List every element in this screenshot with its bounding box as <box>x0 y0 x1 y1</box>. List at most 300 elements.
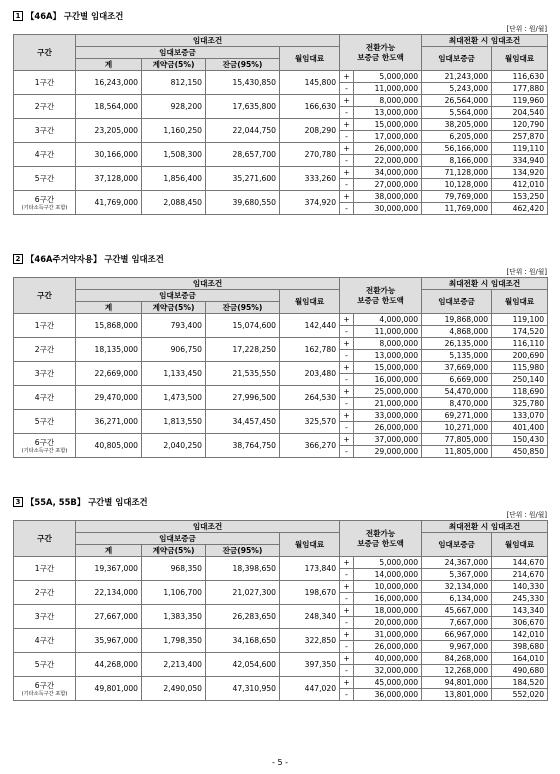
header-max-conversion: 최대전환 시 임대조건 <box>422 35 548 47</box>
increase-rent: 133,070 <box>492 410 548 422</box>
minus-sign: - <box>340 446 354 458</box>
table-row <box>14 557 548 569</box>
increase-deposit: 84,268,000 <box>422 653 492 665</box>
minus-sign: - <box>340 374 354 386</box>
deposit-balance: 17,635,800 <box>206 95 280 119</box>
increase-deposit: 77,805,000 <box>422 434 492 446</box>
decrease-rent: 306,670 <box>492 617 548 629</box>
decrease-rent: 245,330 <box>492 593 548 605</box>
increase-deposit: 26,135,000 <box>422 338 492 350</box>
header-zone: 구간 <box>14 521 76 557</box>
zone-label: 4구간 <box>34 635 55 645</box>
decrease-limit: 13,000,000 <box>354 107 422 119</box>
header-rent-conditions: 임대조건 <box>76 35 340 47</box>
deposit-contract: 928,200 <box>142 95 206 119</box>
increase-limit: 33,000,000 <box>354 410 422 422</box>
deposit-balance: 47,310,950 <box>206 677 280 701</box>
increase-rent: 134,920 <box>492 167 548 179</box>
deposit-total: 29,470,000 <box>76 386 142 410</box>
minus-sign: - <box>340 83 354 95</box>
decrease-limit: 20,000,000 <box>354 617 422 629</box>
minus-sign: - <box>340 689 354 701</box>
increase-deposit: 38,205,000 <box>422 119 492 131</box>
increase-deposit: 45,667,000 <box>422 605 492 617</box>
header-convertible-limit: 전환가능 보증금 한도액 <box>340 35 422 71</box>
minus-sign: - <box>340 350 354 362</box>
monthly-rent: 270,780 <box>280 143 340 167</box>
table-row <box>14 119 548 131</box>
zone-label: 5구간 <box>34 659 55 669</box>
header-conv-deposit: 임대보증금 <box>422 290 492 314</box>
section-number: 1 <box>13 11 23 21</box>
deposit-total: 49,801,000 <box>76 677 142 701</box>
section-title-text: 【46A】 구간별 임대조건 <box>26 11 124 21</box>
plus-sign: + <box>340 71 354 83</box>
increase-limit: 25,000,000 <box>354 386 422 398</box>
minus-sign: - <box>340 107 354 119</box>
deposit-contract: 1,160,250 <box>142 119 206 143</box>
zone-cell <box>14 167 76 191</box>
decrease-limit: 27,000,000 <box>354 179 422 191</box>
zone-label: 3구간 <box>34 125 55 135</box>
decrease-deposit: 4,868,000 <box>422 326 492 338</box>
increase-deposit: 21,243,000 <box>422 71 492 83</box>
deposit-balance: 34,457,450 <box>206 410 280 434</box>
header-conv-deposit: 임대보증금 <box>422 47 492 71</box>
decrease-limit: 11,000,000 <box>354 83 422 95</box>
section-number: 3 <box>13 497 23 507</box>
deposit-balance: 26,283,650 <box>206 605 280 629</box>
zone-label: 3구간 <box>34 368 55 378</box>
header-zone: 구간 <box>14 35 76 71</box>
header-monthly-rent: 월임대료 <box>280 290 340 314</box>
deposit-balance: 17,228,250 <box>206 338 280 362</box>
decrease-rent: 204,540 <box>492 107 548 119</box>
monthly-rent: 374,920 <box>280 191 340 215</box>
deposit-balance: 28,657,700 <box>206 143 280 167</box>
increase-limit: 8,000,000 <box>354 95 422 107</box>
increase-limit: 15,000,000 <box>354 362 422 374</box>
minus-sign: - <box>340 398 354 410</box>
plus-sign: + <box>340 338 354 350</box>
deposit-contract: 2,490,050 <box>142 677 206 701</box>
decrease-deposit: 8,470,000 <box>422 398 492 410</box>
header-contract: 계약금(5%) <box>142 59 206 71</box>
zone-cell <box>14 434 76 458</box>
zone-label: 2구간 <box>34 587 55 597</box>
header-balance: 잔금(95%) <box>206 545 280 557</box>
table-row <box>14 338 548 350</box>
deposit-total: 30,166,000 <box>76 143 142 167</box>
monthly-rent: 322,850 <box>280 629 340 653</box>
rent-section-2 <box>13 251 547 458</box>
plus-sign: + <box>340 629 354 641</box>
plus-sign: + <box>340 143 354 155</box>
zone-label: 5구간 <box>34 416 55 426</box>
deposit-contract: 906,750 <box>142 338 206 362</box>
deposit-contract: 1,106,700 <box>142 581 206 605</box>
rent-table <box>13 520 548 701</box>
increase-deposit: 37,669,000 <box>422 362 492 374</box>
zone-cell <box>14 386 76 410</box>
unit-label: [단위 : 원/월] <box>506 25 547 33</box>
deposit-contract: 1,813,550 <box>142 410 206 434</box>
monthly-rent: 325,570 <box>280 410 340 434</box>
deposit-total: 23,205,000 <box>76 119 142 143</box>
plus-sign: + <box>340 95 354 107</box>
header-conv-rent: 월임대료 <box>492 47 548 71</box>
decrease-rent: 325,780 <box>492 398 548 410</box>
minus-sign: - <box>340 569 354 581</box>
increase-deposit: 26,564,000 <box>422 95 492 107</box>
zone-cell <box>14 581 76 605</box>
increase-rent: 144,670 <box>492 557 548 569</box>
decrease-limit: 29,000,000 <box>354 446 422 458</box>
deposit-total: 41,769,000 <box>76 191 142 215</box>
decrease-limit: 36,000,000 <box>354 689 422 701</box>
table-row <box>14 386 548 398</box>
zone-sublabel: (기타소득구간 포함) <box>21 204 68 211</box>
zone-cell <box>14 71 76 95</box>
minus-sign: - <box>340 422 354 434</box>
increase-limit: 5,000,000 <box>354 557 422 569</box>
plus-sign: + <box>340 314 354 326</box>
increase-rent: 119,960 <box>492 95 548 107</box>
increase-deposit: 94,801,000 <box>422 677 492 689</box>
monthly-rent: 162,780 <box>280 338 340 362</box>
deposit-total: 27,667,000 <box>76 605 142 629</box>
minus-sign: - <box>340 665 354 677</box>
header-deposit: 임대보증금 <box>76 290 280 302</box>
header-deposit: 임대보증금 <box>76 533 280 545</box>
decrease-limit: 22,000,000 <box>354 155 422 167</box>
increase-limit: 15,000,000 <box>354 119 422 131</box>
increase-rent: 120,790 <box>492 119 548 131</box>
decrease-deposit: 5,367,000 <box>422 569 492 581</box>
zone-label: 1구간 <box>34 563 55 573</box>
section-title-text: 【46A주거약자용】 구간별 임대조건 <box>26 254 164 264</box>
decrease-deposit: 8,166,000 <box>422 155 492 167</box>
header-convertible-limit: 전환가능 보증금 한도액 <box>340 521 422 557</box>
deposit-total: 18,135,000 <box>76 338 142 362</box>
monthly-rent: 248,340 <box>280 605 340 629</box>
decrease-rent: 257,870 <box>492 131 548 143</box>
zone-cell <box>14 143 76 167</box>
monthly-rent: 203,480 <box>280 362 340 386</box>
plus-sign: + <box>340 167 354 179</box>
decrease-rent: 462,420 <box>492 203 548 215</box>
header-total: 계 <box>76 545 142 557</box>
section-title <box>13 251 547 267</box>
decrease-limit: 30,000,000 <box>354 203 422 215</box>
zone-label: 4구간 <box>34 392 55 402</box>
decrease-deposit: 10,128,000 <box>422 179 492 191</box>
deposit-balance: 35,271,600 <box>206 167 280 191</box>
page-number: - 5 - <box>272 758 288 767</box>
zone-cell <box>14 557 76 581</box>
zone-cell <box>14 119 76 143</box>
deposit-total: 22,134,000 <box>76 581 142 605</box>
zone-cell <box>14 191 76 215</box>
plus-sign: + <box>340 191 354 203</box>
deposit-balance: 21,535,550 <box>206 362 280 386</box>
zone-sublabel: (기타소득구간 포함) <box>21 690 68 697</box>
plus-sign: + <box>340 557 354 569</box>
increase-limit: 31,000,000 <box>354 629 422 641</box>
zone-label: 5구간 <box>34 173 55 183</box>
deposit-contract: 2,088,450 <box>142 191 206 215</box>
deposit-balance: 22,044,750 <box>206 119 280 143</box>
increase-limit: 10,000,000 <box>354 581 422 593</box>
deposit-contract: 968,350 <box>142 557 206 581</box>
zone-cell <box>14 338 76 362</box>
deposit-contract: 1,133,450 <box>142 362 206 386</box>
decrease-rent: 398,680 <box>492 641 548 653</box>
deposit-balance: 42,054,600 <box>206 653 280 677</box>
rent-section-3 <box>13 494 547 701</box>
minus-sign: - <box>340 179 354 191</box>
deposit-contract: 1,473,500 <box>142 386 206 410</box>
deposit-balance: 15,074,600 <box>206 314 280 338</box>
deposit-total: 18,564,000 <box>76 95 142 119</box>
plus-sign: + <box>340 434 354 446</box>
deposit-total: 36,271,000 <box>76 410 142 434</box>
increase-deposit: 24,367,000 <box>422 557 492 569</box>
header-balance: 잔금(95%) <box>206 302 280 314</box>
table-row <box>14 677 548 689</box>
table-row <box>14 362 548 374</box>
zone-label: 2구간 <box>34 101 55 111</box>
increase-deposit: 79,769,000 <box>422 191 492 203</box>
plus-sign: + <box>340 410 354 422</box>
monthly-rent: 142,440 <box>280 314 340 338</box>
increase-limit: 34,000,000 <box>354 167 422 179</box>
table-row <box>14 143 548 155</box>
decrease-rent: 250,140 <box>492 374 548 386</box>
plus-sign: + <box>340 677 354 689</box>
increase-rent: 150,430 <box>492 434 548 446</box>
zone-label: 1구간 <box>34 77 55 87</box>
header-zone: 구간 <box>14 278 76 314</box>
table-row <box>14 191 548 203</box>
zone-sublabel: (기타소득구간 포함) <box>21 447 68 454</box>
deposit-total: 15,868,000 <box>76 314 142 338</box>
zone-label: 6구간 <box>34 437 55 447</box>
header-contract: 계약금(5%) <box>142 302 206 314</box>
decrease-rent: 174,520 <box>492 326 548 338</box>
unit-label: [단위 : 원/월] <box>506 268 547 276</box>
decrease-deposit: 6,205,000 <box>422 131 492 143</box>
zone-cell <box>14 410 76 434</box>
deposit-balance: 39,680,550 <box>206 191 280 215</box>
decrease-limit: 14,000,000 <box>354 569 422 581</box>
deposit-total: 35,967,000 <box>76 629 142 653</box>
header-monthly-rent: 월임대료 <box>280 47 340 71</box>
decrease-limit: 11,000,000 <box>354 326 422 338</box>
increase-rent: 143,340 <box>492 605 548 617</box>
increase-limit: 40,000,000 <box>354 653 422 665</box>
deposit-balance: 34,168,650 <box>206 629 280 653</box>
header-rent-conditions: 임대조건 <box>76 278 340 290</box>
minus-sign: - <box>340 326 354 338</box>
deposit-contract: 1,798,350 <box>142 629 206 653</box>
plus-sign: + <box>340 362 354 374</box>
decrease-deposit: 5,243,000 <box>422 83 492 95</box>
increase-deposit: 32,134,000 <box>422 581 492 593</box>
header-conv-rent: 월임대료 <box>492 533 548 557</box>
table-row <box>14 71 548 83</box>
minus-sign: - <box>340 155 354 167</box>
decrease-rent: 401,400 <box>492 422 548 434</box>
zone-label: 4구간 <box>34 149 55 159</box>
increase-rent: 116,110 <box>492 338 548 350</box>
decrease-limit: 32,000,000 <box>354 665 422 677</box>
minus-sign: - <box>340 203 354 215</box>
increase-limit: 37,000,000 <box>354 434 422 446</box>
deposit-balance: 15,430,850 <box>206 71 280 95</box>
table-row <box>14 410 548 422</box>
decrease-rent: 177,880 <box>492 83 548 95</box>
table-row <box>14 605 548 617</box>
minus-sign: - <box>340 617 354 629</box>
monthly-rent: 166,630 <box>280 95 340 119</box>
deposit-contract: 1,856,400 <box>142 167 206 191</box>
decrease-rent: 552,020 <box>492 689 548 701</box>
plus-sign: + <box>340 386 354 398</box>
monthly-rent: 447,020 <box>280 677 340 701</box>
increase-rent: 118,690 <box>492 386 548 398</box>
decrease-deposit: 11,805,000 <box>422 446 492 458</box>
plus-sign: + <box>340 653 354 665</box>
increase-rent: 140,330 <box>492 581 548 593</box>
zone-label: 1구간 <box>34 320 55 330</box>
deposit-contract: 2,213,400 <box>142 653 206 677</box>
deposit-contract: 1,508,300 <box>142 143 206 167</box>
increase-limit: 18,000,000 <box>354 605 422 617</box>
table-row <box>14 629 548 641</box>
section-title <box>13 8 547 24</box>
decrease-limit: 16,000,000 <box>354 593 422 605</box>
zone-label: 2구간 <box>34 344 55 354</box>
increase-rent: 142,010 <box>492 629 548 641</box>
header-contract: 계약금(5%) <box>142 545 206 557</box>
decrease-limit: 17,000,000 <box>354 131 422 143</box>
zone-label: 6구간 <box>34 194 55 204</box>
increase-deposit: 56,166,000 <box>422 143 492 155</box>
minus-sign: - <box>340 641 354 653</box>
header-conv-deposit: 임대보증금 <box>422 533 492 557</box>
decrease-limit: 21,000,000 <box>354 398 422 410</box>
table-row <box>14 167 548 179</box>
zone-cell <box>14 677 76 701</box>
increase-deposit: 19,868,000 <box>422 314 492 326</box>
zone-cell <box>14 629 76 653</box>
decrease-rent: 334,940 <box>492 155 548 167</box>
deposit-total: 19,367,000 <box>76 557 142 581</box>
decrease-deposit: 9,967,000 <box>422 641 492 653</box>
rent-table <box>13 277 548 458</box>
zone-cell <box>14 653 76 677</box>
table-row <box>14 314 548 326</box>
header-conv-rent: 월임대료 <box>492 290 548 314</box>
unit-label: [단위 : 원/월] <box>506 511 547 519</box>
increase-limit: 5,000,000 <box>354 71 422 83</box>
increase-limit: 38,000,000 <box>354 191 422 203</box>
decrease-limit: 16,000,000 <box>354 374 422 386</box>
increase-deposit: 66,967,000 <box>422 629 492 641</box>
minus-sign: - <box>340 593 354 605</box>
decrease-deposit: 11,769,000 <box>422 203 492 215</box>
table-row <box>14 653 548 665</box>
deposit-total: 40,805,000 <box>76 434 142 458</box>
deposit-total: 37,128,000 <box>76 167 142 191</box>
deposit-contract: 793,400 <box>142 314 206 338</box>
increase-limit: 8,000,000 <box>354 338 422 350</box>
increase-rent: 153,250 <box>492 191 548 203</box>
header-deposit: 임대보증금 <box>76 47 280 59</box>
decrease-limit: 13,000,000 <box>354 350 422 362</box>
zone-cell <box>14 95 76 119</box>
monthly-rent: 145,800 <box>280 71 340 95</box>
monthly-rent: 264,530 <box>280 386 340 410</box>
decrease-limit: 26,000,000 <box>354 641 422 653</box>
zone-label: 3구간 <box>34 611 55 621</box>
decrease-limit: 26,000,000 <box>354 422 422 434</box>
header-convertible-limit: 전환가능 보증금 한도액 <box>340 278 422 314</box>
increase-rent: 115,980 <box>492 362 548 374</box>
zone-cell <box>14 314 76 338</box>
increase-rent: 119,110 <box>492 143 548 155</box>
increase-rent: 164,010 <box>492 653 548 665</box>
plus-sign: + <box>340 605 354 617</box>
plus-sign: + <box>340 581 354 593</box>
zone-cell <box>14 362 76 386</box>
header-monthly-rent: 월임대료 <box>280 533 340 557</box>
increase-limit: 26,000,000 <box>354 143 422 155</box>
decrease-deposit: 7,667,000 <box>422 617 492 629</box>
header-max-conversion: 최대전환 시 임대조건 <box>422 278 548 290</box>
decrease-rent: 214,670 <box>492 569 548 581</box>
header-total: 계 <box>76 59 142 71</box>
increase-limit: 4,000,000 <box>354 314 422 326</box>
decrease-deposit: 5,564,000 <box>422 107 492 119</box>
decrease-rent: 490,680 <box>492 665 548 677</box>
section-number: 2 <box>13 254 23 264</box>
increase-deposit: 54,470,000 <box>422 386 492 398</box>
zone-label: 6구간 <box>34 680 55 690</box>
table-row <box>14 95 548 107</box>
decrease-deposit: 6,134,000 <box>422 593 492 605</box>
increase-rent: 119,100 <box>492 314 548 326</box>
increase-rent: 184,520 <box>492 677 548 689</box>
deposit-balance: 38,764,750 <box>206 434 280 458</box>
header-max-conversion: 최대전환 시 임대조건 <box>422 521 548 533</box>
decrease-deposit: 13,801,000 <box>422 689 492 701</box>
decrease-rent: 200,690 <box>492 350 548 362</box>
deposit-balance: 27,996,500 <box>206 386 280 410</box>
header-total: 계 <box>76 302 142 314</box>
table-row <box>14 581 548 593</box>
decrease-rent: 450,850 <box>492 446 548 458</box>
deposit-total: 44,268,000 <box>76 653 142 677</box>
rent-section-1 <box>13 8 547 215</box>
monthly-rent: 397,350 <box>280 653 340 677</box>
decrease-deposit: 10,271,000 <box>422 422 492 434</box>
header-rent-conditions: 임대조건 <box>76 521 340 533</box>
increase-deposit: 69,271,000 <box>422 410 492 422</box>
minus-sign: - <box>340 131 354 143</box>
decrease-deposit: 5,135,000 <box>422 350 492 362</box>
